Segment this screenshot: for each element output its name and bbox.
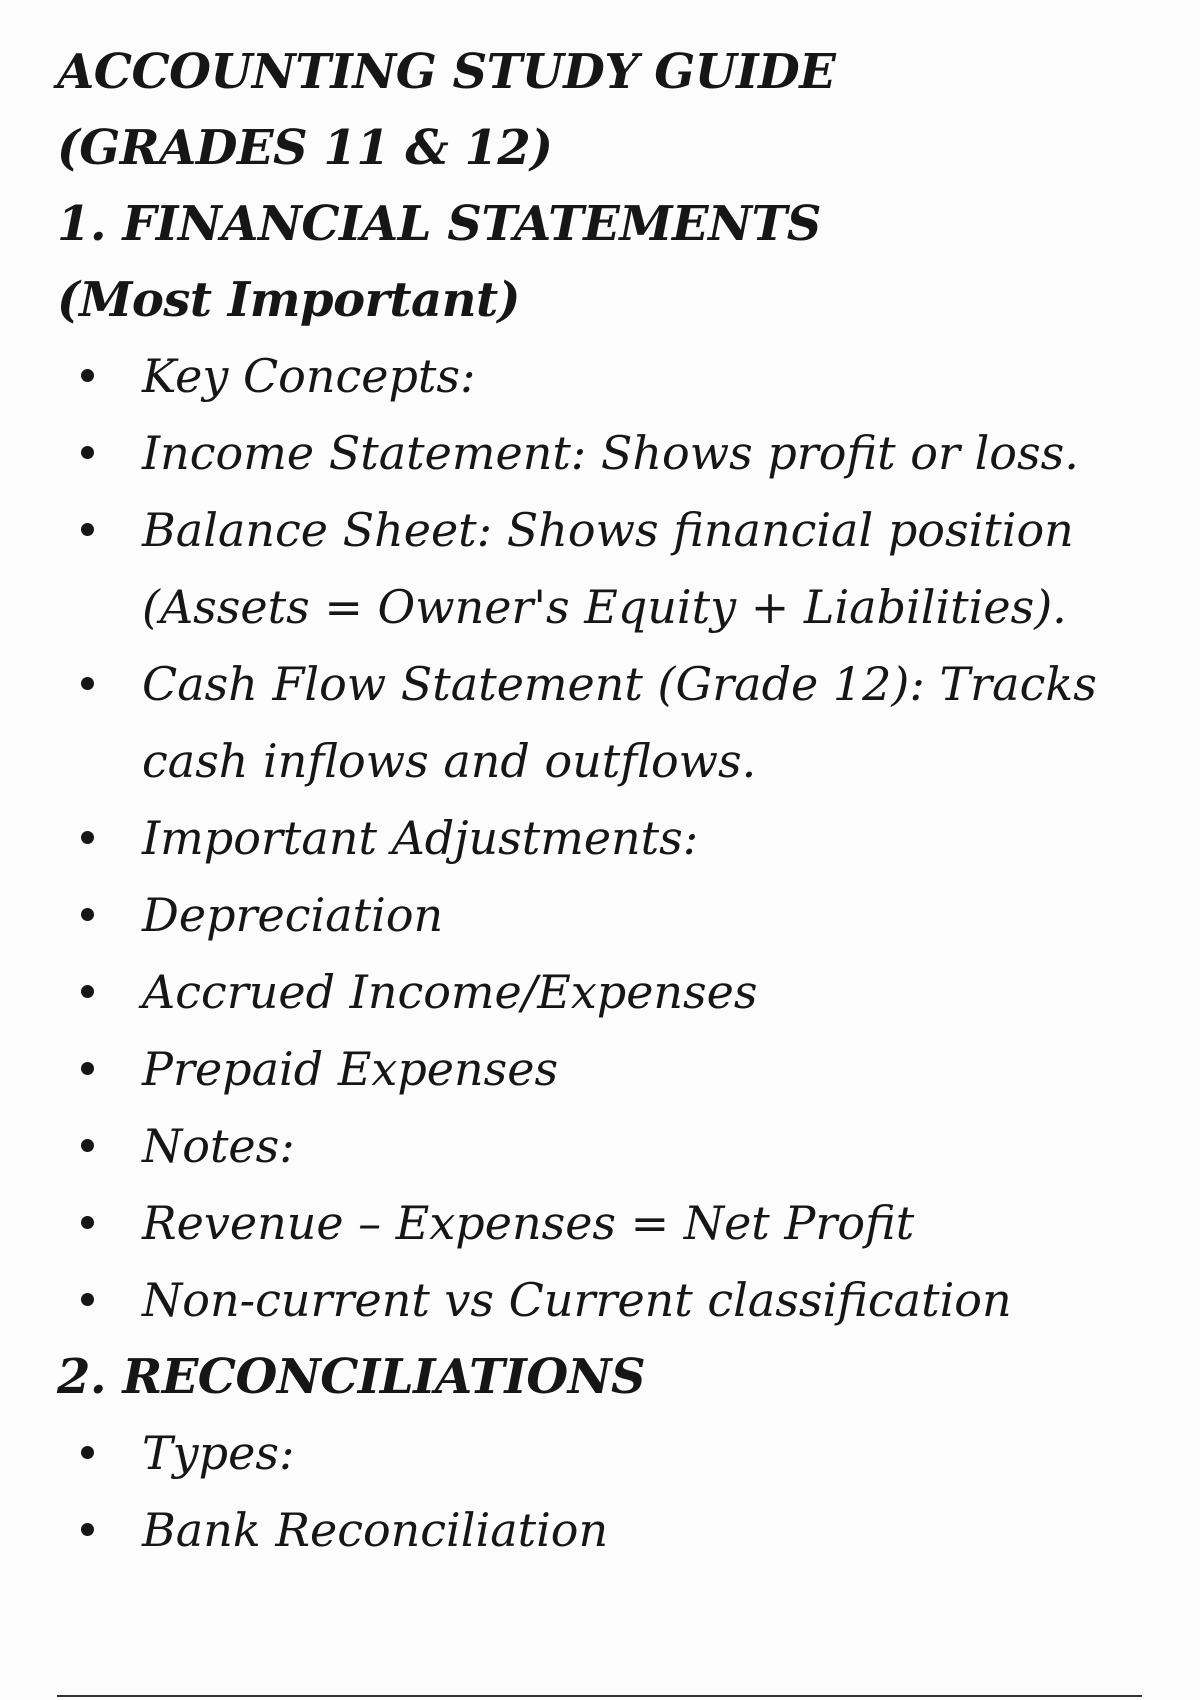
list-item	[57, 415, 1117, 492]
list-item-text: Income Statement: Shows profit or loss.	[142, 426, 1079, 480]
list-item	[57, 1108, 1117, 1185]
list-item-text: Non-current vs Current classification	[142, 1273, 1012, 1327]
bullet-icon	[81, 985, 94, 998]
list-item-text: Depreciation	[142, 888, 444, 942]
list-item	[57, 1185, 1117, 1262]
list-item-text: Types:	[142, 1426, 295, 1480]
list-item	[57, 800, 1117, 877]
list-item	[57, 954, 1117, 1031]
bullet-icon	[81, 677, 94, 690]
list-item-text: Important Adjustments:	[142, 811, 699, 865]
bullet-icon	[81, 1293, 94, 1306]
list-item-text: Accrued Income/Expenses	[142, 965, 758, 1019]
list-item	[57, 877, 1117, 954]
section-heading-reconciliations: 2. RECONCILIATIONS	[57, 1349, 646, 1405]
financial-statements-list	[57, 338, 1150, 1339]
section-heading-financial-statements: 1. FINANCIAL STATEMENTS (Most Important)	[57, 196, 821, 328]
list-item-text: Key Concepts:	[142, 349, 476, 403]
bullet-icon	[81, 523, 94, 536]
bullet-icon	[81, 1523, 94, 1536]
list-item	[57, 1031, 1117, 1108]
list-item	[57, 1262, 1117, 1339]
page-divider	[57, 1695, 1142, 1697]
list-item	[57, 646, 1107, 800]
list-item-text: Prepaid Expenses	[142, 1042, 559, 1096]
list-item-text: Bank Reconciliation	[142, 1503, 609, 1557]
list-item-text: Cash Flow Statement (Grade 12): Tracks cash inflows and outflows.	[142, 657, 1097, 788]
list-item	[57, 1415, 1117, 1492]
list-item-text: Balance Sheet: Shows financial position (Assets = Owner's Equity + Liabilities).	[142, 503, 1074, 634]
list-item-text: Revenue – Expenses = Net Profit	[142, 1196, 915, 1250]
bullet-icon	[81, 1062, 94, 1075]
list-item	[57, 492, 1107, 646]
bullet-icon	[81, 1216, 94, 1229]
list-item	[57, 338, 1117, 415]
reconciliations-list	[57, 1415, 1150, 1569]
bullet-icon	[81, 831, 94, 844]
bullet-icon	[81, 446, 94, 459]
list-item-text: Notes:	[142, 1119, 295, 1173]
bullet-icon	[81, 908, 94, 921]
bullet-icon	[81, 369, 94, 382]
bullet-icon	[81, 1446, 94, 1459]
list-item	[57, 1492, 1117, 1569]
bullet-icon	[81, 1139, 94, 1152]
page-title: ACCOUNTING STUDY GUIDE (GRADES 11 & 12)	[57, 44, 836, 176]
